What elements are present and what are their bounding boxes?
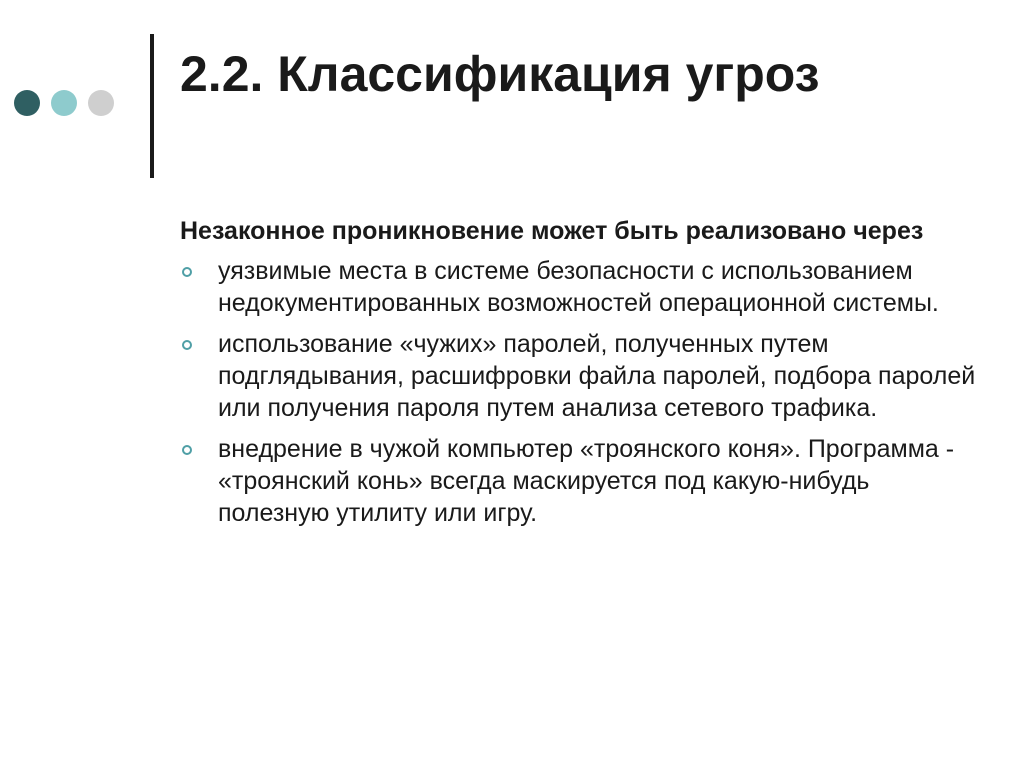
bullet-circle-icon bbox=[182, 445, 192, 455]
lead-text: Незаконное проникновение может быть реализовано через bbox=[180, 217, 924, 245]
slide-title: 2.2. Классификация угроз bbox=[180, 46, 820, 102]
dot-gray-icon bbox=[88, 90, 114, 116]
decorative-dots bbox=[14, 90, 114, 116]
bullet-text: уязвимые места в системе безопасности с использованием недокументированных возможностей операционной системы. bbox=[218, 257, 939, 317]
dot-teal-icon bbox=[51, 90, 77, 116]
bullet-text: использование «чужих» паролей, полученных путем подглядывания, расшифровки файла паролей, подбора паролей или получения пароля путем анализа сетевого трафика. bbox=[218, 330, 976, 422]
dot-dark-icon bbox=[14, 90, 40, 116]
bullet-text: внедрение в чужой компьютер «троянского коня». Программа - «троянский конь» всегда маскируется под какую-нибудь полезную утилиту или игру. bbox=[218, 435, 955, 527]
bullet-item bbox=[180, 328, 980, 424]
bullet-item bbox=[180, 433, 980, 529]
slide-content bbox=[180, 215, 980, 538]
bullet-circle-icon bbox=[182, 340, 192, 350]
bullet-circle-icon bbox=[182, 267, 192, 277]
title-divider bbox=[150, 34, 154, 178]
bullet-list bbox=[180, 255, 980, 529]
bullet-item bbox=[180, 255, 980, 319]
